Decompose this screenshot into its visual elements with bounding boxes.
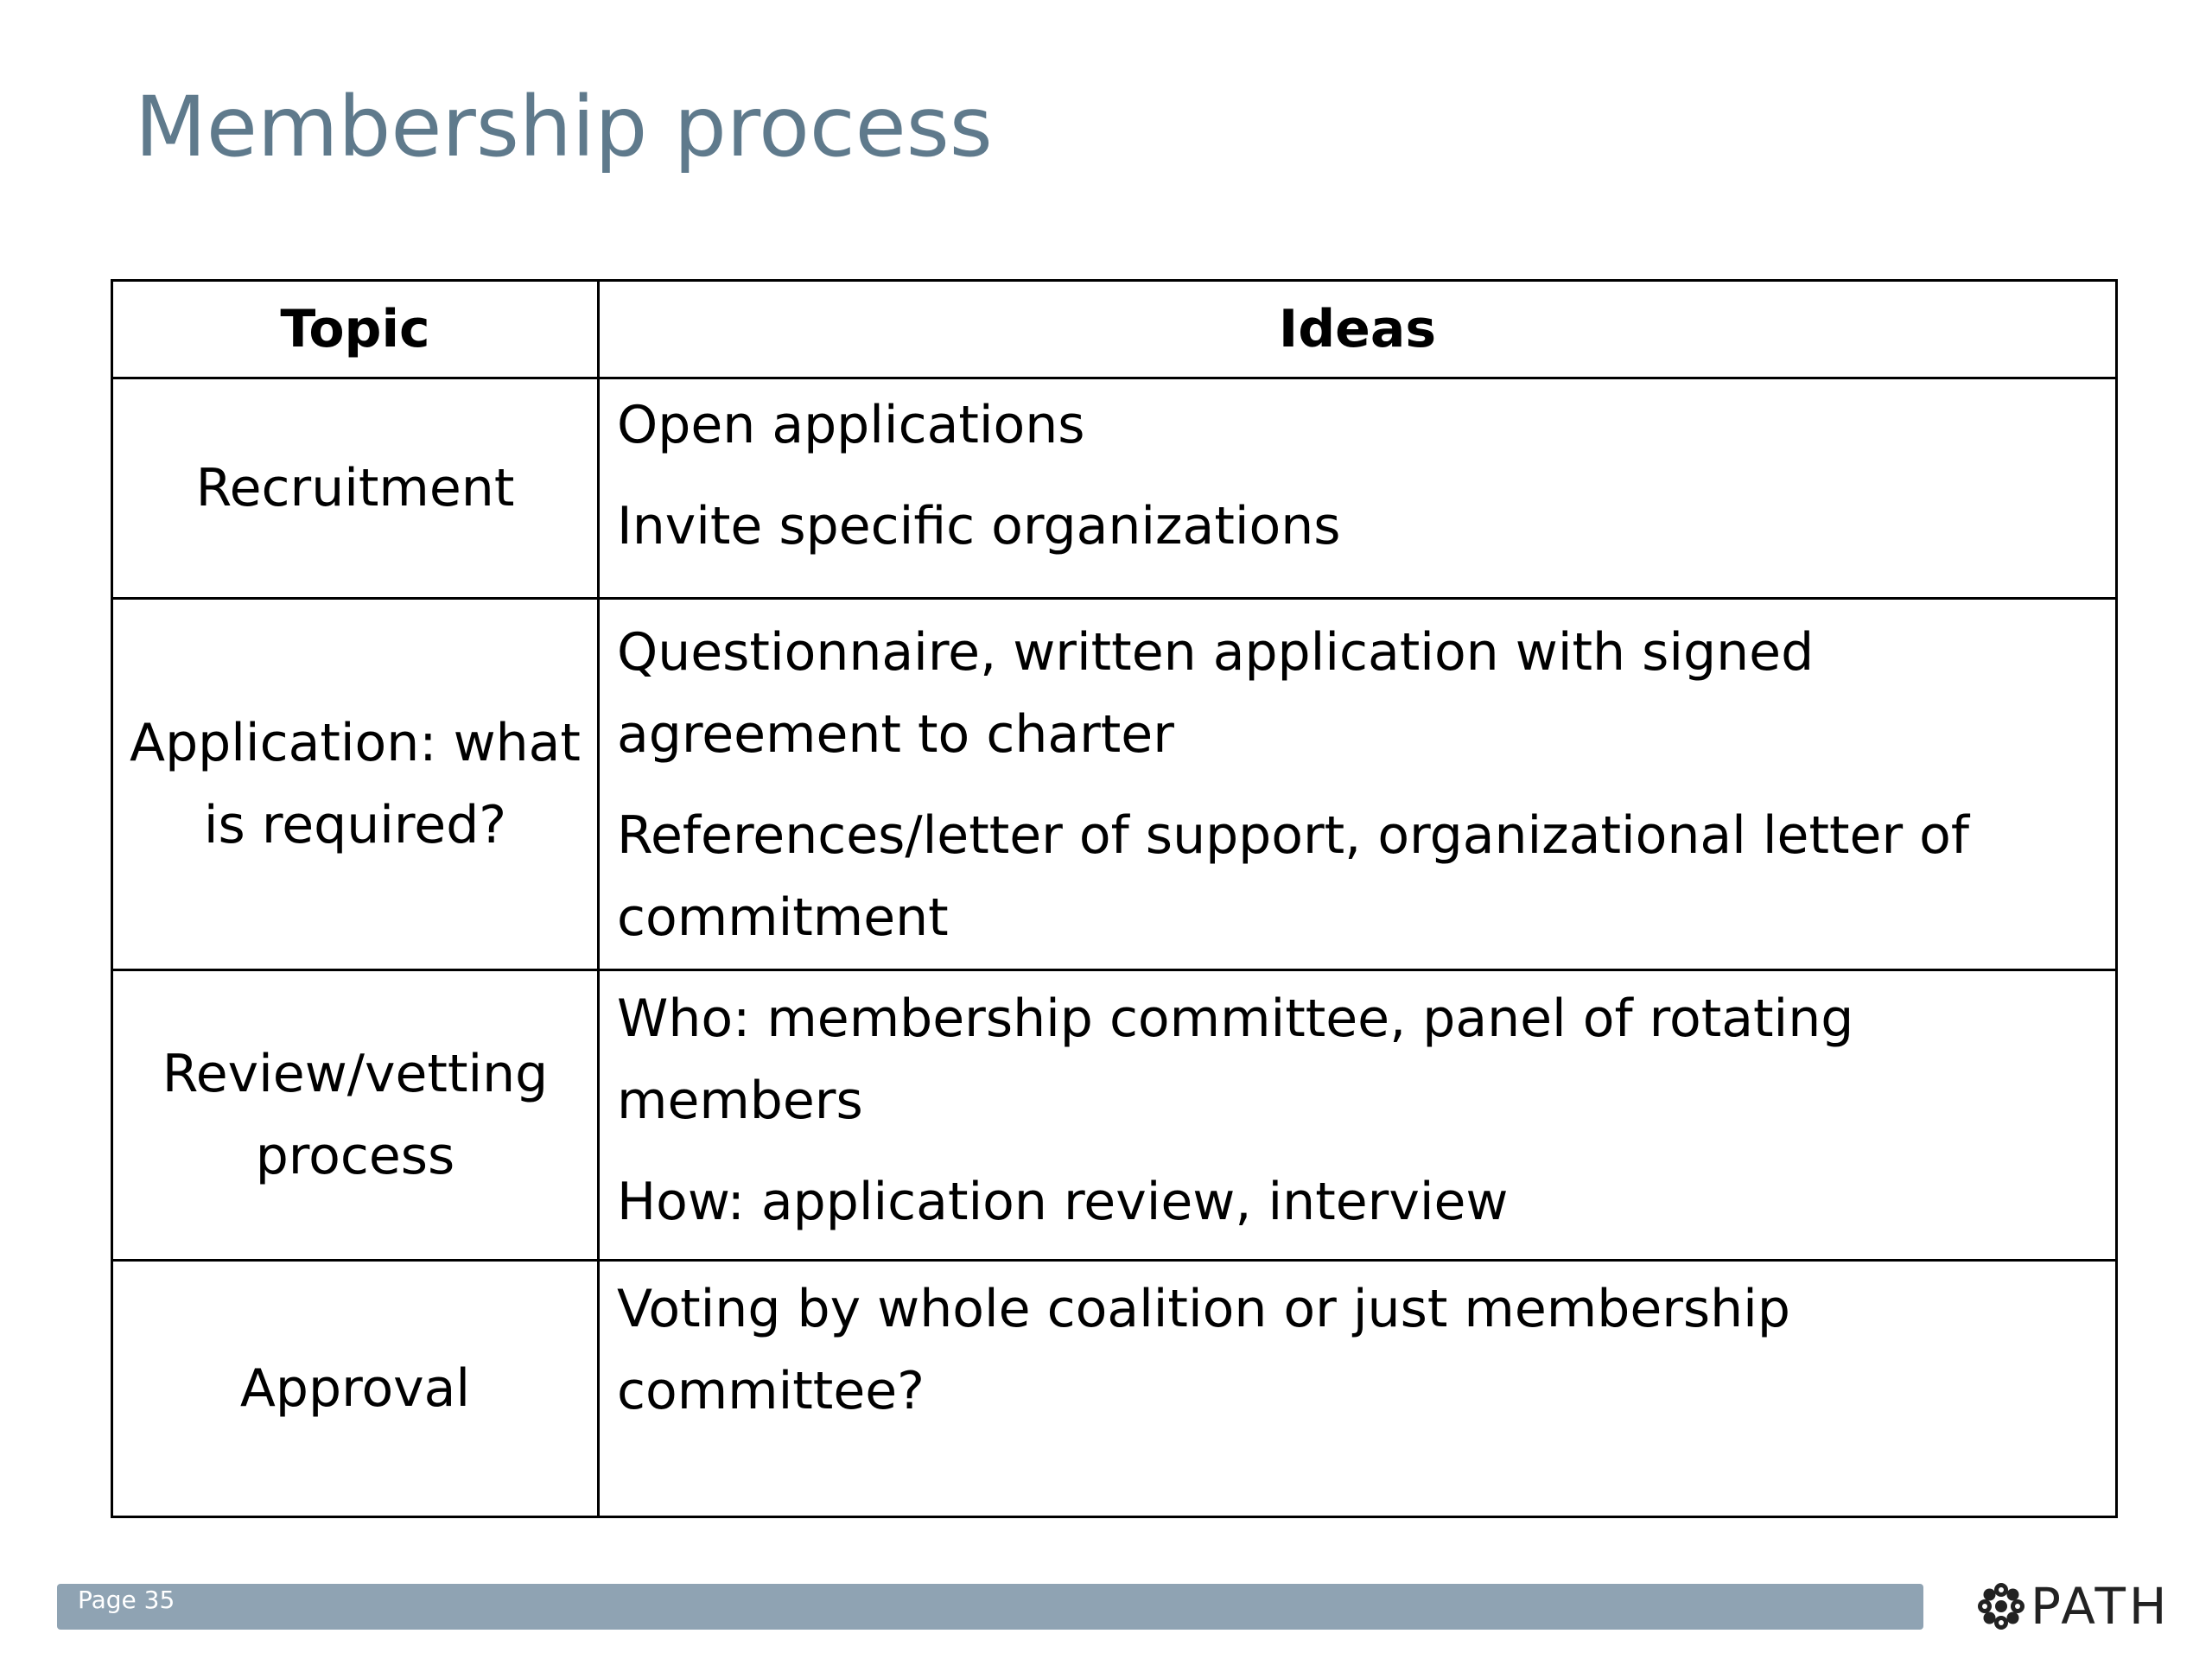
table-header-row xyxy=(112,281,2117,378)
header-topic: Topic xyxy=(112,281,599,378)
path-logo-text: PATH xyxy=(2031,1577,2171,1636)
ideas-cell-recruitment xyxy=(599,378,2117,599)
ideas-cell-review xyxy=(599,970,2117,1261)
table-row xyxy=(112,599,2117,970)
topic-cell-review: Review/vetting process xyxy=(112,970,599,1261)
slide-title: Membership process xyxy=(135,79,993,175)
topic-cell-application: Application: what is required? xyxy=(112,599,599,970)
idea-item: Open applications xyxy=(617,395,1085,455)
idea-item: References/letter of support, organizational letter of commitment xyxy=(617,805,1970,948)
topic-cell-recruitment: Recruitment xyxy=(112,378,599,599)
membership-table xyxy=(111,279,2118,1518)
header-ideas: Ideas xyxy=(599,281,2117,378)
idea-item: Invite specific organizations xyxy=(617,496,1341,556)
table-row xyxy=(112,1261,2117,1517)
footer-bar xyxy=(57,1584,1923,1630)
ideas-cell-approval xyxy=(599,1261,2117,1517)
topic-cell-approval: Approval xyxy=(112,1261,599,1517)
membership-table-container xyxy=(111,279,2115,1518)
idea-item: Questionnaire, written application with signed agreement to charter xyxy=(617,622,1815,765)
ideas-cell-application xyxy=(599,599,2117,970)
path-logo-icon xyxy=(1975,1580,2027,1632)
path-logo xyxy=(1975,1578,2170,1635)
table-row xyxy=(112,378,2117,599)
table-row xyxy=(112,970,2117,1261)
idea-item: Who: membership committee, panel of rotating members xyxy=(617,988,1854,1131)
page-number: Page 35 xyxy=(78,1586,175,1614)
idea-item: How: application review, interview xyxy=(617,1172,1509,1232)
idea-item: Voting by whole coalition or just membership committee? xyxy=(617,1279,1790,1421)
